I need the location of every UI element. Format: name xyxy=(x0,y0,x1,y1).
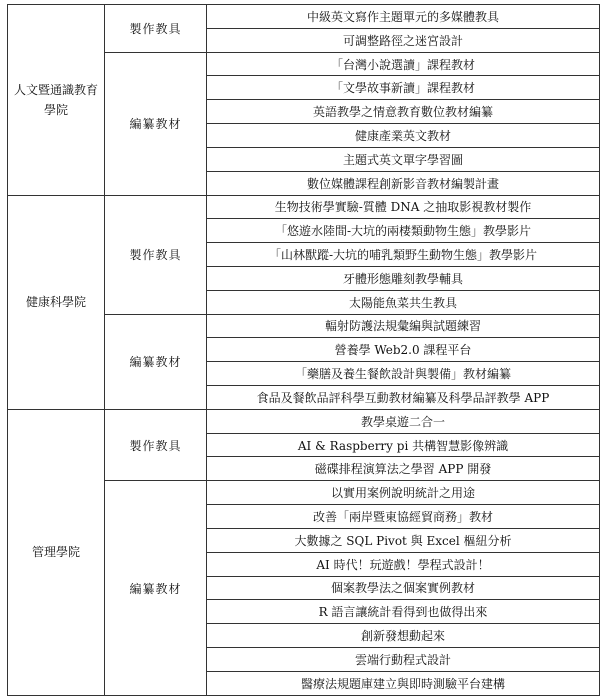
item-cell: 大數據之 SQL Pivot 與 Excel 樞紐分析 xyxy=(207,528,600,552)
item-cell: 食品及餐飲品評科學互動教材編纂及科學品評教學 APP xyxy=(207,386,600,410)
item-cell: 主題式英文單字學習圖 xyxy=(207,147,600,171)
item-cell: 「山林獸蹤-大坑的哺乳類野生動物生態」教學影片 xyxy=(207,243,600,267)
item-cell: 牙體形態雕刻教學輔具 xyxy=(207,266,600,290)
table-row xyxy=(8,409,600,433)
college-name: 管理學院 xyxy=(31,545,80,560)
item-cell: AI 時代！玩遊戲！學程式設計！ xyxy=(207,552,600,576)
category-cell: 製作教具 xyxy=(105,409,207,480)
item-cell: 改善「兩岸暨東協經貿商務」教材 xyxy=(207,505,600,529)
item-cell: 營養學 Web2.0 課程平台 xyxy=(207,338,600,362)
table-row xyxy=(8,195,600,219)
item-cell: 「藥膳及養生餐飲設計與製備」教材編纂 xyxy=(207,362,600,386)
item-cell: 創新發想動起來 xyxy=(207,624,600,648)
item-cell: 雲端行動程式設計 xyxy=(207,647,600,671)
item-cell: 「台灣小說選讀」課程教材 xyxy=(207,52,600,76)
item-cell: 太陽能魚菜共生教具 xyxy=(207,290,600,314)
item-cell: 「悠遊水陸間-大坑的兩棲類動物生態」教學影片 xyxy=(207,219,600,243)
item-cell: 醫療法規題庫建立與即時測驗平台建構 xyxy=(207,671,600,695)
item-cell: 個案教學法之個案實例教材 xyxy=(207,576,600,600)
category-cell: 編纂教材 xyxy=(105,481,207,696)
item-cell: 「文學故事新讀」課程教材 xyxy=(207,76,600,100)
table-row xyxy=(8,5,600,29)
item-cell: 教學桌遊二合一 xyxy=(207,409,600,433)
item-cell: 中級英文寫作主題單元的多媒體教具 xyxy=(207,5,600,29)
item-cell: AI & Raspberry pi 共構智慧影像辨識 xyxy=(207,433,600,457)
college-cell xyxy=(8,195,105,409)
college-name: 健康科學院 xyxy=(25,295,86,310)
item-cell: 磁碟排程演算法之學習 APP 開發 xyxy=(207,457,600,481)
teaching-materials-table xyxy=(7,4,600,696)
item-cell: 以實用案例說明統計之用途 xyxy=(207,481,600,505)
item-cell: 生物技術學實驗-質體 DNA 之抽取影視教材製作 xyxy=(207,195,600,219)
item-cell: 健康產業英文教材 xyxy=(207,124,600,148)
item-cell: 英語教學之情意教育數位教材編纂 xyxy=(207,100,600,124)
college-name: 人文暨通識教育學院 xyxy=(13,82,98,117)
item-cell: 數位媒體課程創新影音教材編製計畫 xyxy=(207,171,600,195)
college-cell xyxy=(8,5,105,196)
category-cell: 編纂教材 xyxy=(105,314,207,409)
category-cell: 編纂教材 xyxy=(105,52,207,195)
item-cell: R 語言讓統計看得到也做得出來 xyxy=(207,600,600,624)
item-cell: 輻射防護法規彙編與試題練習 xyxy=(207,314,600,338)
category-cell: 製作教具 xyxy=(105,195,207,314)
item-cell: 可調整路徑之迷宮設計 xyxy=(207,28,600,52)
college-cell xyxy=(8,409,105,695)
category-cell: 製作教具 xyxy=(105,5,207,53)
